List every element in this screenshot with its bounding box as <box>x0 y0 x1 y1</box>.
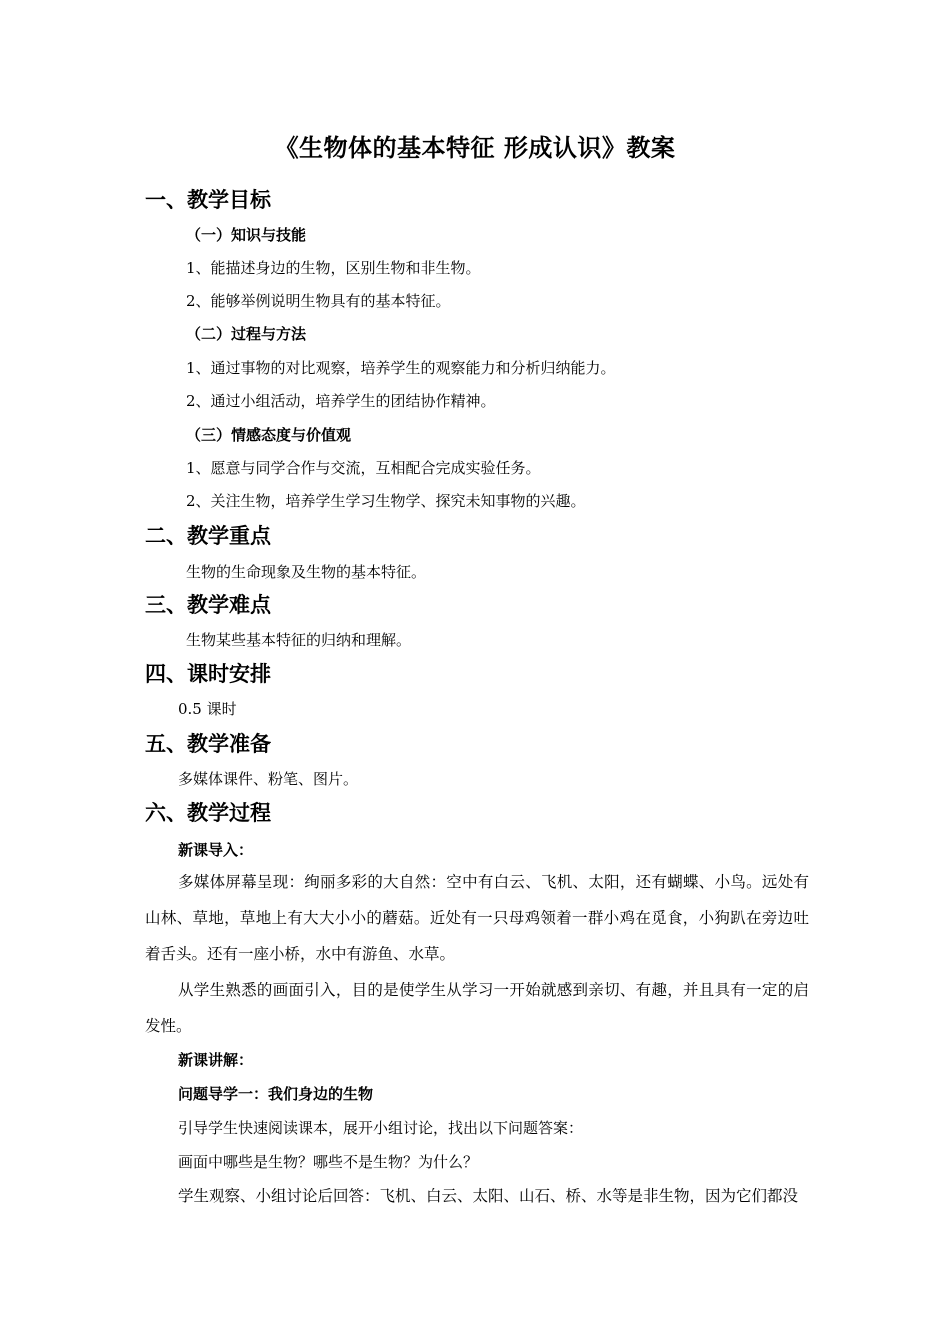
subsection-heading-question-1: 问题导学一：我们身边的生物 <box>178 1085 374 1103</box>
section-heading-objectives: 一、教学目标 <box>145 188 271 212</box>
subsection-heading-attitude: （三）情感态度与价值观 <box>186 426 352 444</box>
subsection-heading-explain: 新课讲解： <box>178 1051 254 1069</box>
list-item: 1、通过事物的对比观察，培养学生的观察能力和分析归纳能力。 <box>186 359 616 377</box>
section-heading-process: 六、教学过程 <box>145 801 271 825</box>
list-item: 2、通过小组活动，培养学生的团结协作精神。 <box>186 392 496 410</box>
section-text: 生物某些基本特征的归纳和理解。 <box>186 631 412 649</box>
section-heading-preparation: 五、教学准备 <box>145 732 271 756</box>
section-heading-key-points: 二、教学重点 <box>145 524 271 548</box>
section-text: 0.5 课时 <box>178 700 237 718</box>
section-heading-schedule: 四、课时安排 <box>145 662 271 686</box>
subsection-heading-knowledge: （一）知识与技能 <box>186 226 307 244</box>
paragraph-intro-purpose: 从学生熟悉的画面引入，目的是使学生从学习一开始就感到亲切、有趣，并且具有一定的启发性。 <box>145 981 809 1035</box>
subsection-heading-process: （二）过程与方法 <box>186 325 307 343</box>
list-item: 2、能够举例说明生物具有的基本特征。 <box>186 292 451 310</box>
list-item: 2、关注生物，培养学生学习生物学、探究未知事物的兴趣。 <box>186 492 586 510</box>
page-title: 《生物体的基本特征 形成认识》教案 <box>274 134 676 162</box>
section-heading-difficulties: 三、教学难点 <box>145 593 271 617</box>
subsection-heading-intro: 新课导入： <box>178 841 254 859</box>
paragraph-line: 引导学生快速阅读课本，展开小组讨论，找出以下问题答案： <box>178 1119 584 1137</box>
list-item: 1、能描述身边的生物，区别生物和非生物。 <box>186 259 481 277</box>
paragraph-line: 画面中哪些是生物？哪些不是生物？为什么？ <box>178 1153 479 1171</box>
paragraph-line: 学生观察、小组讨论后回答：飞机、白云、太阳、山石、桥、水等是非生物，因为它们都没 <box>178 1187 799 1205</box>
section-text: 生物的生命现象及生物的基本特征。 <box>186 563 427 581</box>
section-text: 多媒体课件、粉笔、图片。 <box>178 770 359 788</box>
paragraph-intro: 多媒体屏幕呈现：绚丽多彩的大自然：空中有白云、飞机、太阳，还有蝴蝶、小鸟。远处有山林、草地，草地上有大大小小的蘑菇。近处有一只母鸡领着一群小鸡在觅食，小狗趴在旁边吐着舌头。还有一座小桥，水中有游鱼、水草。 <box>145 873 809 963</box>
list-item: 1、愿意与同学合作与交流，互相配合完成实验任务。 <box>186 459 541 477</box>
